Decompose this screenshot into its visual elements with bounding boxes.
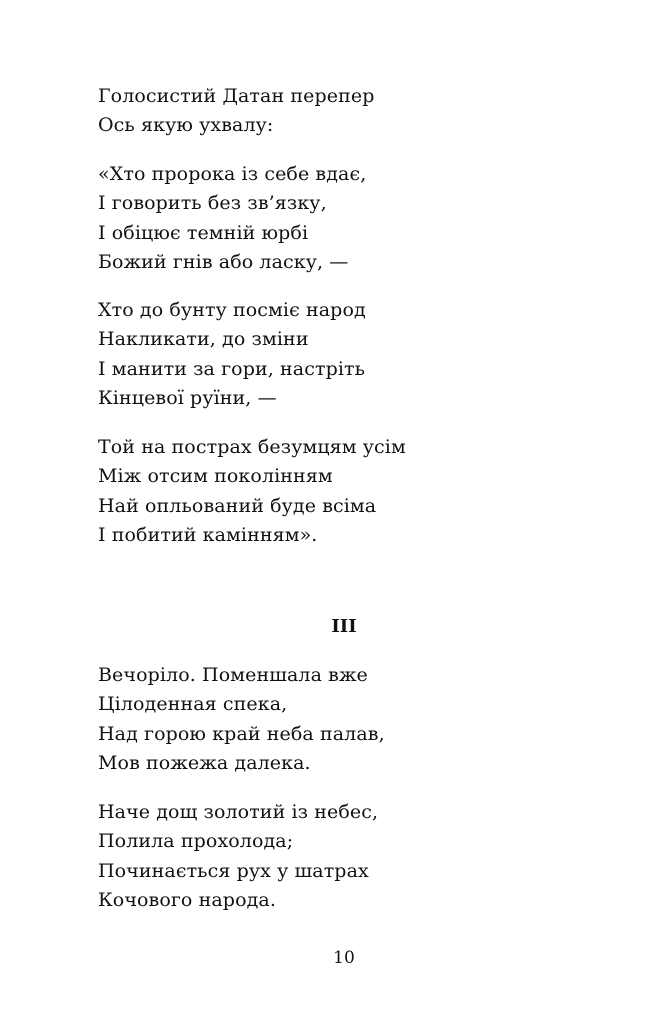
verse-line: Кочового народа. (98, 888, 276, 911)
verse-line: Полила прохолода; (98, 830, 294, 853)
verse-line: Голосистий Датан перепер (98, 85, 375, 107)
verse-line: Най опльований буде всіма (98, 494, 377, 517)
verse-line: Наче дощ золотий із небес, (98, 801, 379, 823)
verse-line: Кінцевої руїни, — (98, 386, 277, 409)
verse-line: Вечоріло. Поменшала вже (98, 664, 368, 686)
stanza-6 (98, 798, 378, 915)
page-number: 10 (333, 948, 355, 968)
stanza-1 (98, 82, 374, 141)
stanza-4 (98, 433, 406, 550)
verse-line: Над горою край неба палав, (98, 722, 385, 745)
verse-line: Хто до бунту посміє народ (98, 299, 366, 321)
verse-line: І побитий камінням». (98, 523, 318, 546)
verse-line: Божий гнів або ласку, — (98, 250, 349, 273)
verse-line: Ось якую ухвалу: (98, 114, 274, 137)
verse-line: Між отсим поколінням (98, 465, 333, 488)
verse-line: Той на пострах безумцям усім (98, 436, 406, 458)
verse-line: І обіцює темній юрбі (98, 221, 309, 244)
verse-line: Цілоденная спека, (98, 693, 288, 716)
verse-line: «Хто пророка із себе вдає, (98, 163, 367, 185)
verse-line: І манити за гори, настріть (98, 357, 366, 380)
verse-line: Починається рух у шатрах (98, 859, 369, 882)
stanza-5 (98, 661, 385, 778)
stanza-2 (98, 160, 366, 277)
stanza-3 (98, 296, 366, 413)
section-heading: III (331, 616, 357, 637)
verse-line: Накликати, до зміни (98, 328, 309, 351)
verse-line: Мов пожежа далека. (98, 751, 311, 774)
verse-line: І говорить без зв’язку, (98, 192, 327, 215)
